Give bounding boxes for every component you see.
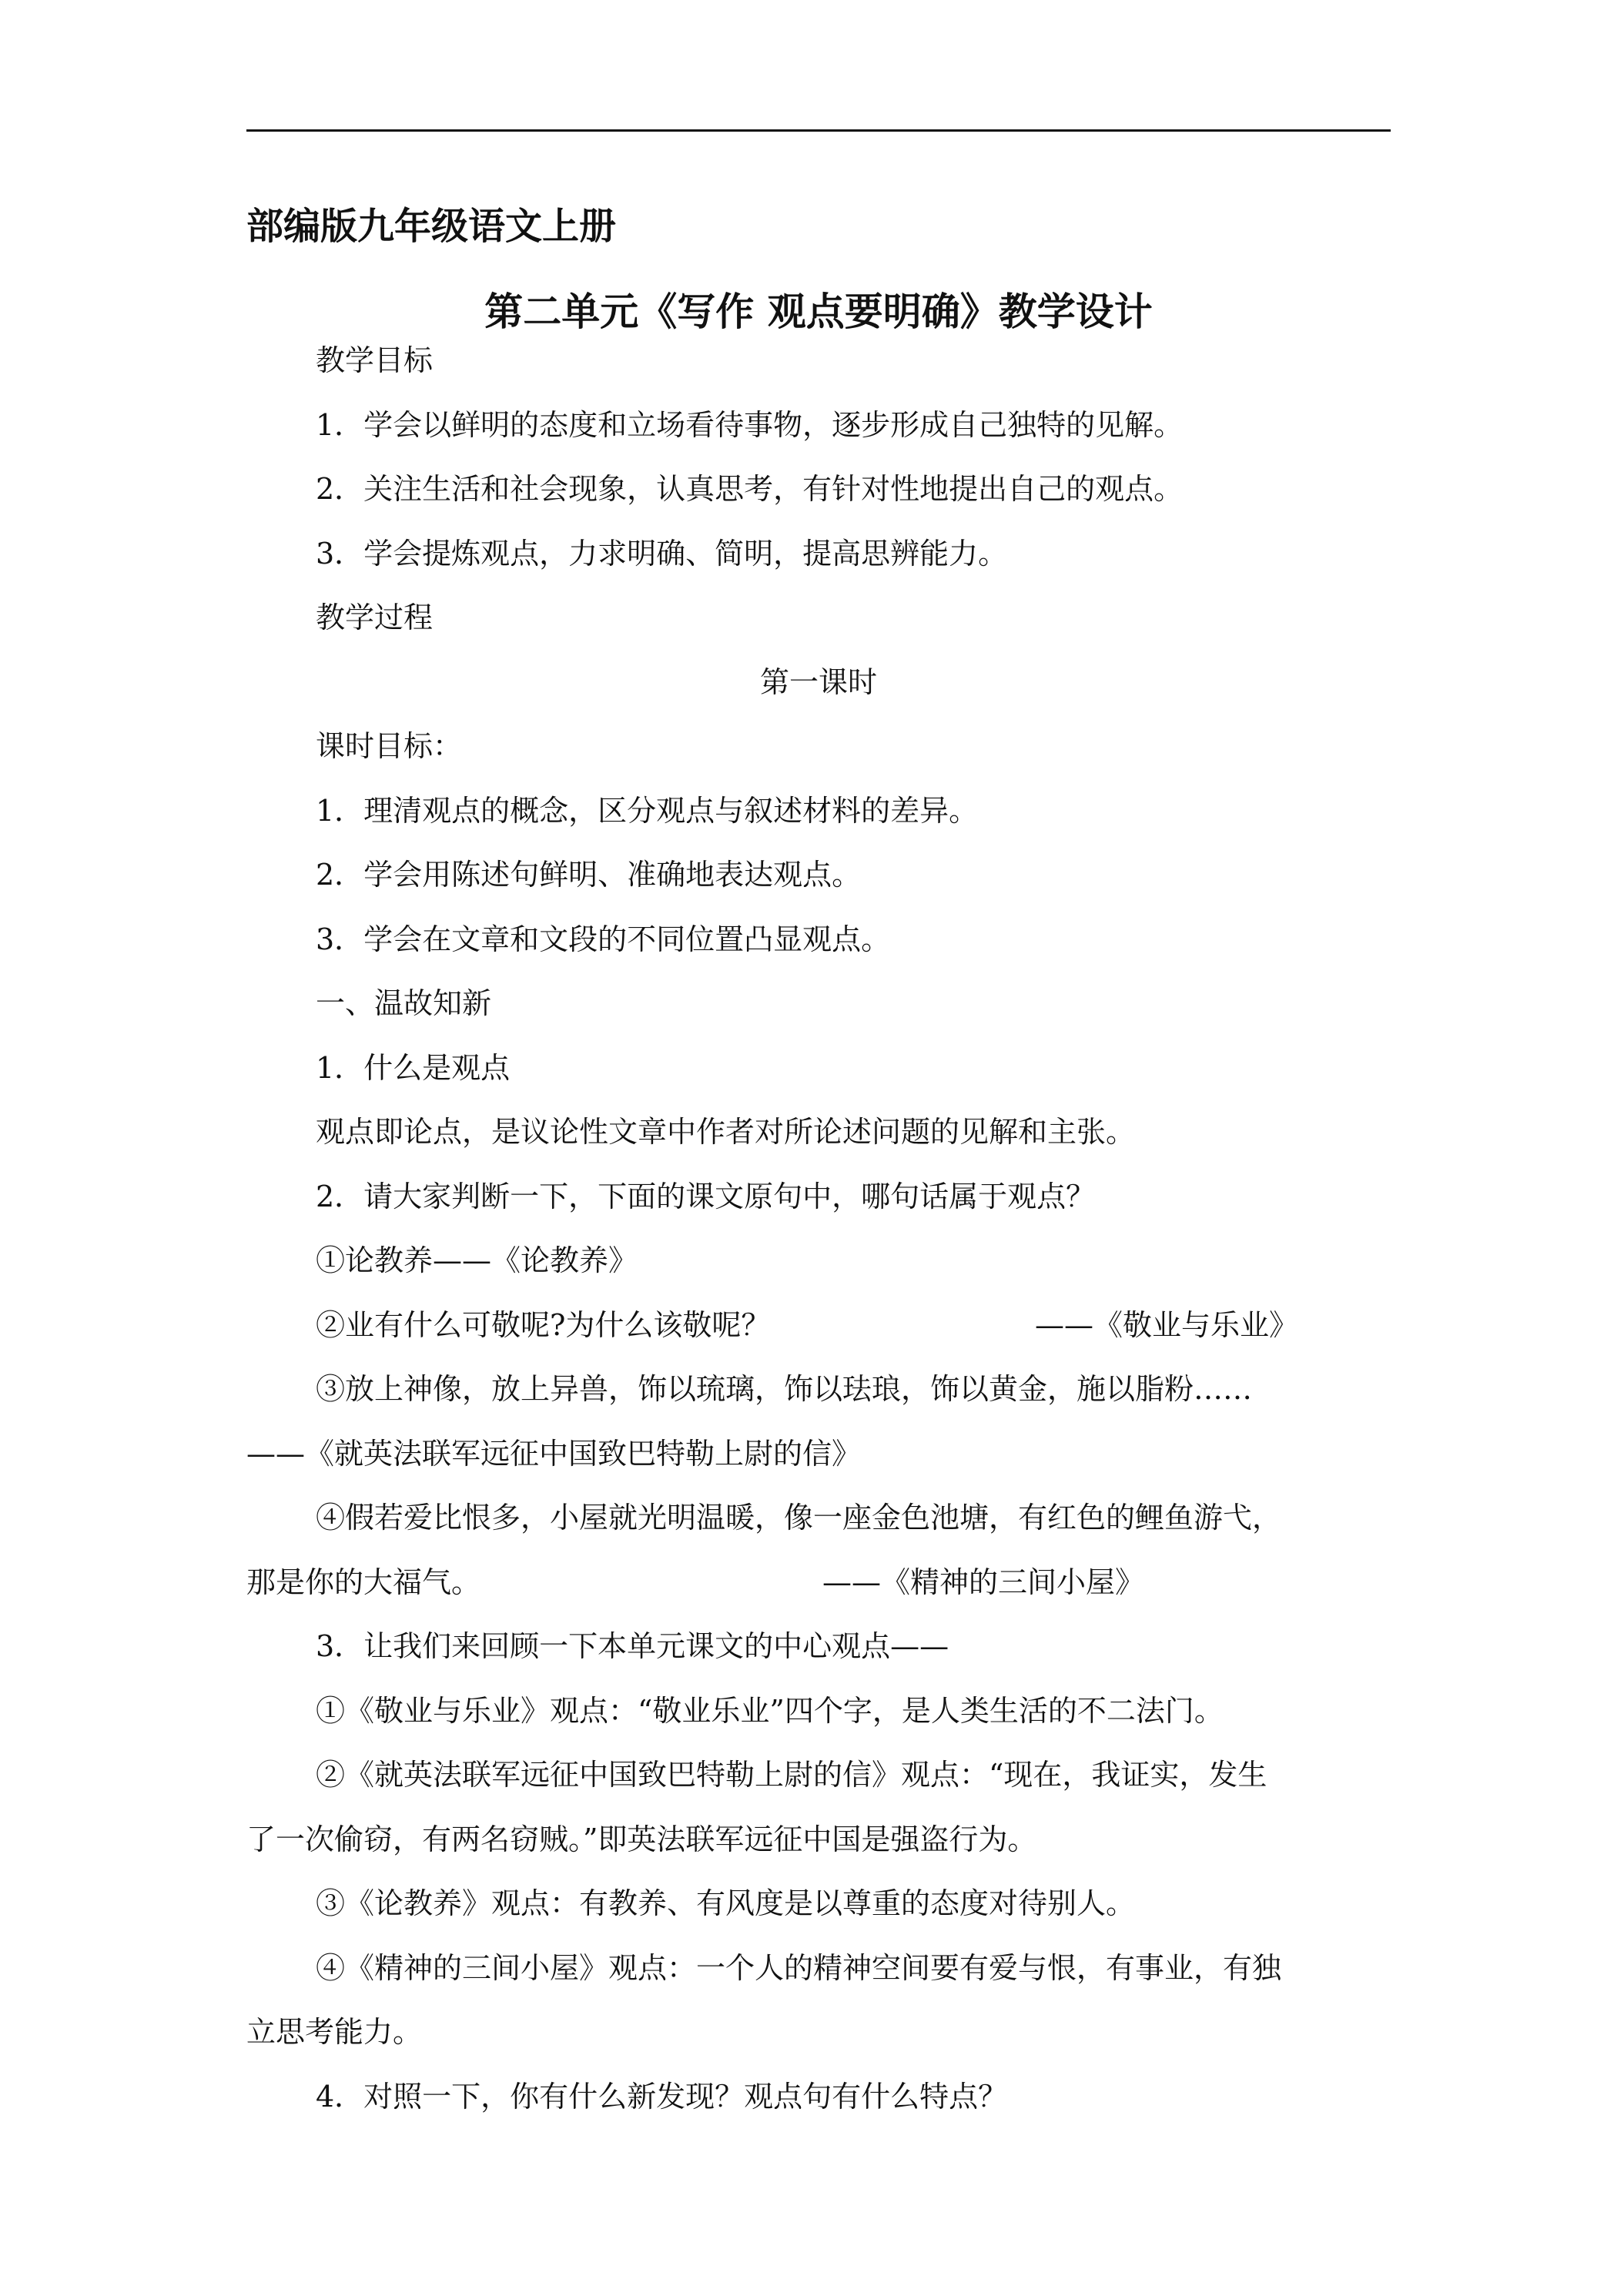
objective-item: 2．关注生活和社会现象，认真思考，有针对性地提出自己的观点。	[316, 472, 1184, 506]
section-heading-objectives: 教学目标	[316, 343, 434, 377]
quote-line: ③放上神像，放上异兽，饰以琉璃，饰以珐琅，饰以黄金，施以脂粉……	[316, 1372, 1253, 1406]
document-subtitle: 第二单元《写作 观点要明确》教学设计	[484, 290, 1153, 334]
viewpoint-line: 立思考能力。	[246, 2015, 423, 2049]
section-heading-process: 教学过程	[316, 601, 434, 634]
viewpoint-line: ③《论教养》观点：有教养、有风度是以尊重的态度对待别人。	[316, 1886, 1136, 1920]
lesson-objective-item: 2．学会用陈述句鲜明、准确地表达观点。	[316, 858, 862, 892]
paragraph-line: 2．请大家判断一下，下面的课文原句中，哪句话属于观点？	[316, 1180, 1096, 1213]
viewpoint-line: ④《精神的三间小屋》观点：一个人的精神空间要有爱与恨，有事业，有独	[316, 1951, 1282, 1985]
lesson-objectives-label: 课时目标：	[316, 729, 463, 763]
lesson-heading: 第一课时	[759, 665, 877, 699]
objective-item: 3．学会提炼观点，力求明确、简明，提高思辨能力。	[316, 537, 1008, 571]
viewpoint-line: ②《就英法联军远征中国致巴特勒上尉的信》观点：“现在，我证实，发生	[316, 1758, 1267, 1792]
quote-line: ②业有什么可敬呢?为什么该敬呢？	[316, 1308, 771, 1342]
quote-line: ④假若爱比恨多，小屋就光明温暖，像一座金色池塘，有红色的鲤鱼游弋，	[316, 1501, 1282, 1535]
quote-source: ——《就英法联军远征中国致巴特勒上尉的信》	[246, 1437, 862, 1471]
document-header-title: 部编版九年级语文上册	[246, 205, 617, 248]
quote-source: ——《精神的三间小屋》	[822, 1565, 1145, 1599]
header-rule	[246, 129, 1391, 132]
viewpoint-line: 了一次偷窃，有两名窃贼。”即英法联军远征中国是强盗行为。	[246, 1822, 1037, 1856]
quote-line: 那是你的大福气。	[246, 1565, 481, 1599]
section-heading-review: 一、温故知新	[316, 986, 492, 1020]
paragraph-line: 1．什么是观点	[316, 1051, 511, 1085]
quote-source: ——《敬业与乐业》	[1035, 1308, 1299, 1342]
paragraph-line: 4．对照一下，你有什么新发现？观点句有什么特点？	[316, 2080, 1008, 2114]
paragraph-line: 观点即论点，是议论性文章中作者对所论述问题的见解和主张。	[316, 1115, 1136, 1149]
paragraph-line: 3．让我们来回顾一下本单元课文的中心观点——	[316, 1629, 949, 1663]
objective-item: 1．学会以鲜明的态度和立场看待事物，逐步形成自己独特的见解。	[316, 408, 1184, 442]
lesson-objective-item: 1．理清观点的概念，区分观点与叙述材料的差异。	[316, 794, 979, 828]
quote-line: ①论教养——《论教养》	[316, 1243, 638, 1277]
lesson-objective-item: 3．学会在文章和文段的不同位置凸显观点。	[316, 922, 891, 956]
viewpoint-line: ①《敬业与乐业》观点：“敬业乐业”四个字，是人类生活的不二法门。	[316, 1694, 1224, 1728]
